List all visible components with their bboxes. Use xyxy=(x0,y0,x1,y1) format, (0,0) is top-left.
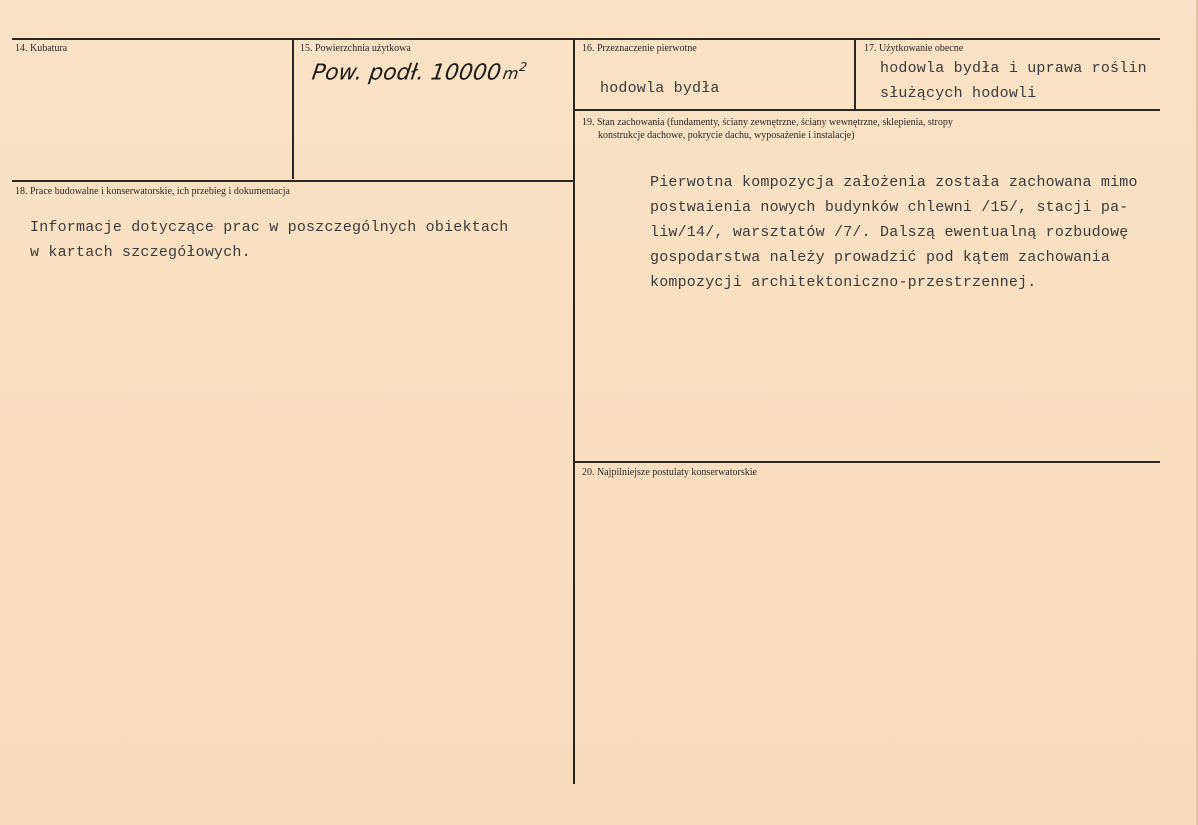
field-19-line-5: kompozycji architektoniczno-przestrzennej. xyxy=(650,274,1037,291)
field-16-value: hodowla bydła xyxy=(600,80,720,97)
top-rule xyxy=(12,38,1160,40)
field-19-line-1: Pierwotna kompozycja założenia została zachowana mimo xyxy=(650,174,1138,191)
field-15-label: 15. Powierzchnia użytkowa xyxy=(300,43,411,54)
field-19-line-3: liw/14/, warsztatów /7/. Dalszą ewentualną rozbudowę xyxy=(650,224,1129,241)
rule-under-19 xyxy=(574,461,1160,463)
field-17-label: 17. Użytkowanie obecne xyxy=(864,43,964,54)
area-value: Pow. podł. 10000 xyxy=(310,60,503,86)
field-19-label-line-1: 19. Stan zachowania (fundamenty, ściany zewnętrzne, ściany wewnętrzne, sklepienia, stropy xyxy=(582,117,953,128)
field-18-line-2: w kartach szczegółowych. xyxy=(30,244,251,261)
rule-under-14-15 xyxy=(12,180,574,182)
divider-16-17 xyxy=(854,39,856,109)
field-19-line-2: postwaienia nowych budynków chlewni /15/, stacji pa- xyxy=(650,199,1129,216)
area-unit-exponent: 2 xyxy=(518,60,528,74)
field-15-handwritten-value xyxy=(310,60,528,85)
field-19-line-4: gospodarstwa należy prowadzić pod kątem zachowania xyxy=(650,249,1111,266)
field-17-line-1: hodowla bydła i uprawa roślin xyxy=(880,60,1147,77)
field-14-label: 14. Kubatura xyxy=(15,43,68,54)
field-19-label-line-2: konstrukcje dachowe, pokrycie dachu, wyposażenie i instalacje) xyxy=(598,130,855,141)
field-17-line-2: służących hodowli xyxy=(880,85,1037,102)
rule-under-16-17 xyxy=(574,109,1160,111)
field-20-label: 20. Najpilniejsze postulaty konserwatorskie xyxy=(582,467,757,478)
field-16-label: 16. Przeznaczenie pierwotne xyxy=(582,43,697,54)
divider-14-15 xyxy=(292,39,294,179)
area-unit: m xyxy=(501,64,520,84)
field-18-line-1: Informacje dotyczące prac w poszczególnych obiektach xyxy=(30,219,509,236)
center-divider xyxy=(573,39,575,784)
field-18-label: 18. Prace budowalne i konserwatorskie, ich przebieg i dokumentacja xyxy=(15,186,290,197)
